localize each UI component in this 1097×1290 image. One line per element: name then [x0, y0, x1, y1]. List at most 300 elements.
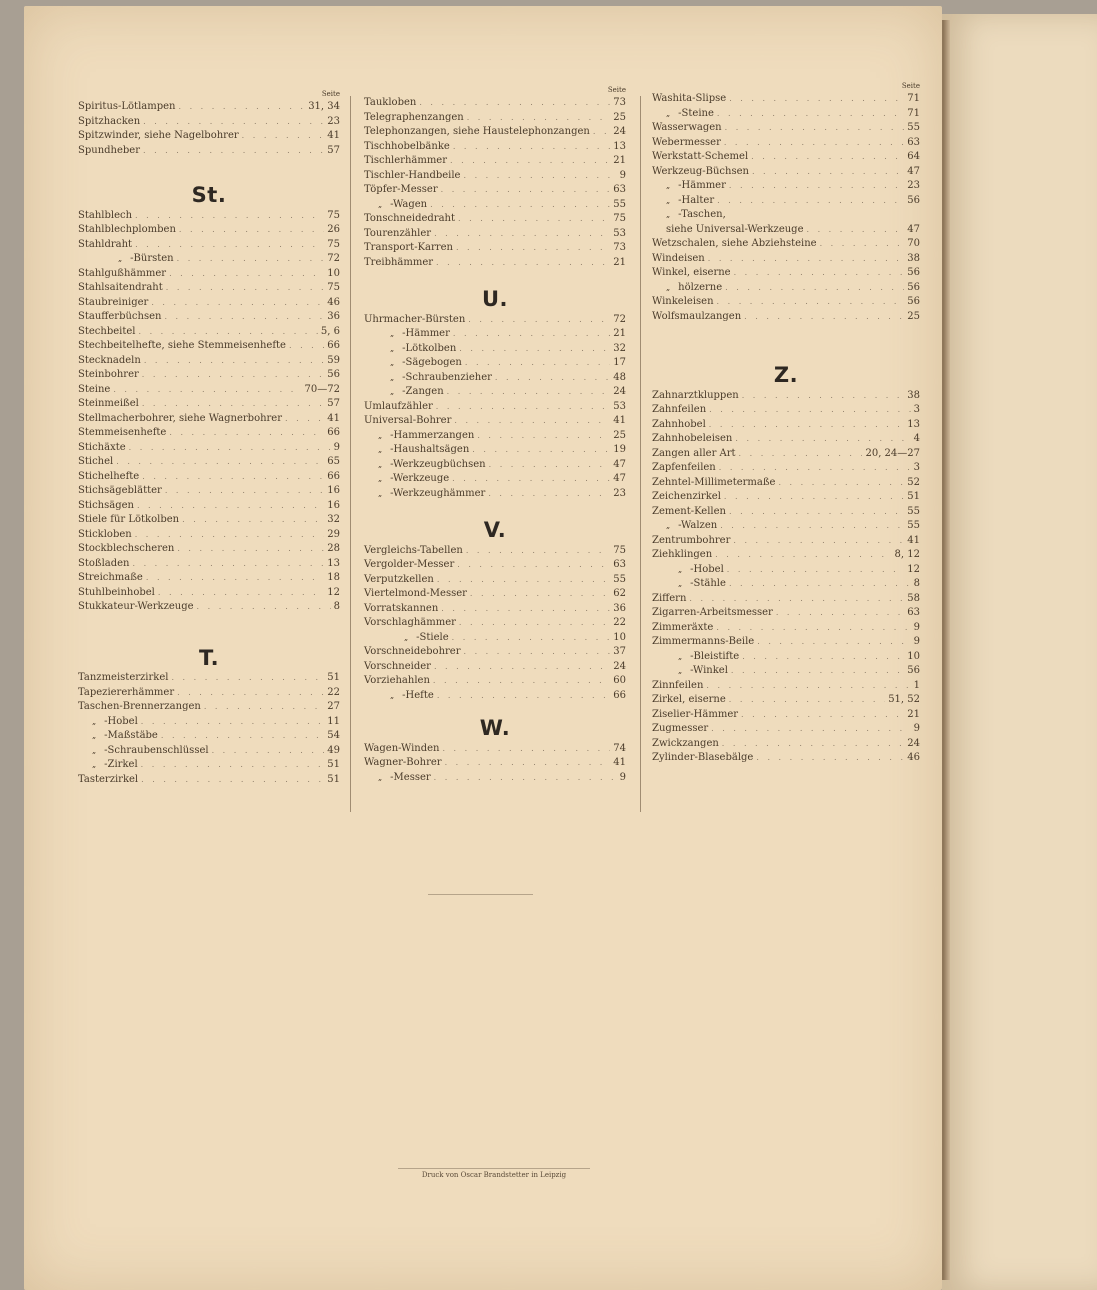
leader-dots: [459, 616, 610, 631]
entry-page: 38: [907, 252, 920, 264]
index-entry: [364, 154, 626, 169]
ditto-mark: „: [678, 564, 683, 574]
index-entry: [364, 313, 626, 328]
index-entry: [652, 664, 920, 679]
leader-dots: [734, 266, 905, 281]
entry-page: 28: [327, 543, 340, 554]
index-entry: [364, 756, 626, 771]
entry-term: -Hämmer: [402, 328, 450, 339]
entry-page: 41: [327, 412, 340, 424]
entry-page: 13: [907, 418, 920, 430]
entry-term: Tanzmeisterzirkel: [78, 672, 169, 683]
entry-page: 73: [613, 97, 626, 108]
leader-dots: [477, 429, 610, 444]
index-entry: [78, 296, 340, 311]
entry-page: 70: [907, 238, 920, 249]
entry-page: 11: [327, 715, 340, 727]
index-entry: [78, 773, 340, 788]
leader-dots: [725, 121, 905, 136]
leader-dots: [116, 455, 324, 470]
index-entry: [78, 484, 340, 499]
index-entry: [652, 179, 920, 194]
index-entry: [364, 587, 626, 602]
leader-dots: [709, 418, 904, 433]
ditto-mark: „: [378, 772, 383, 782]
leader-dots: [169, 267, 324, 282]
entry-page: 66: [613, 689, 626, 701]
entry-term: Zentrumbohrer: [652, 534, 731, 546]
entry-term: -Hefte: [402, 689, 434, 701]
index-entry: [78, 426, 340, 441]
index-column-1: [78, 80, 340, 787]
ditto-mark: „: [678, 666, 683, 675]
entry-term: -Stähle: [690, 578, 726, 589]
entry-page: 13: [613, 140, 626, 152]
leader-dots: [179, 223, 324, 238]
index-entry: [652, 548, 920, 563]
entry-term: Zapfenfeilen: [652, 462, 716, 473]
index-entry: [652, 194, 920, 209]
entry-term: Zement-Kellen: [652, 505, 726, 517]
entry-term: Tasterzirkel: [78, 773, 139, 785]
section-heading: U.: [481, 287, 509, 311]
entry-page: 55: [907, 505, 920, 517]
entry-page: 66: [327, 470, 340, 482]
entry-term: Ziffern: [652, 592, 687, 604]
entry-term: -Taschen,: [678, 209, 726, 220]
index-entry: [652, 165, 920, 180]
index-entry: [78, 144, 340, 159]
entry-page: 24: [613, 386, 626, 397]
leader-dots: [725, 281, 904, 296]
leader-dots: [472, 443, 610, 458]
entry-page: 63: [907, 136, 920, 148]
leader-dots: [470, 587, 610, 602]
leader-dots: [454, 414, 610, 429]
index-entry: [78, 700, 340, 715]
leader-dots: [178, 100, 305, 115]
ditto-mark: „: [378, 474, 383, 483]
section-heading: St.: [191, 183, 227, 207]
entry-term: Stuhlbeinhobel: [78, 586, 155, 598]
entry-term: Viertelmond-Messer: [364, 588, 467, 599]
ditto-mark: „: [666, 195, 671, 205]
leader-dots: [689, 592, 904, 607]
index-entry: [78, 325, 340, 340]
entry-page: 10: [907, 650, 920, 662]
leader-dots: [807, 223, 905, 238]
entry-term: Universal-Bohrer: [364, 415, 452, 426]
leader-dots: [727, 563, 904, 578]
entry-term: Stukkateur-Werkzeuge: [78, 601, 194, 612]
leader-dots: [434, 227, 610, 242]
entry-term: -Wagen: [390, 198, 428, 210]
entry-page: 9: [913, 621, 920, 633]
leader-dots: [441, 602, 610, 617]
entry-page: 10: [613, 631, 626, 643]
entry-page: 47: [613, 473, 626, 484]
ditto-mark: „: [378, 445, 383, 454]
leader-dots: [457, 558, 610, 573]
entry-term: Töpfer-Messer: [364, 184, 438, 195]
leader-dots: [177, 252, 325, 267]
column-divider: [350, 96, 351, 812]
index-entry: [78, 729, 340, 744]
index-entry: [78, 100, 340, 115]
index-entry: [652, 418, 920, 433]
entry-page: 22: [327, 686, 340, 698]
entry-page: 38: [907, 389, 920, 401]
entry-term: -Maßstäbe: [104, 730, 158, 741]
entry-page: 59: [327, 354, 340, 366]
leader-dots: [751, 150, 904, 165]
ditto-mark: „: [666, 181, 671, 190]
ditto-mark: „: [378, 459, 383, 469]
leader-dots: [757, 635, 910, 650]
index-entry: [78, 281, 340, 296]
index-entry: [652, 389, 920, 404]
index-entry: [364, 227, 626, 242]
leader-dots: [717, 295, 905, 310]
leader-dots: [129, 441, 331, 456]
entry-page: 25: [613, 111, 626, 123]
entry-page: 53: [613, 227, 626, 239]
leader-dots: [113, 383, 301, 398]
ditto-mark: „: [390, 690, 395, 700]
leader-dots: [489, 458, 611, 473]
ditto-mark: „: [378, 488, 383, 498]
entry-page: 72: [327, 253, 340, 264]
leader-dots: [729, 577, 911, 592]
index-entry: [364, 385, 626, 400]
index-entry: [78, 267, 340, 282]
entry-page: 66: [327, 340, 340, 351]
entry-term: Stahlgußhämmer: [78, 267, 167, 279]
entry-term: Zehntel-Millimetermaße: [652, 476, 776, 488]
index-entry: [364, 472, 626, 487]
index-entry: [364, 169, 626, 184]
index-entry: [364, 125, 626, 140]
entry-term: Tonschneidedraht: [364, 213, 456, 224]
entry-page: 23: [907, 180, 920, 191]
entry-page: 41: [613, 415, 626, 426]
entry-term: siehe Universal-Werkzeuge: [666, 223, 804, 235]
leader-dots: [141, 715, 324, 730]
index-entry: [652, 476, 920, 491]
entry-term: Zugmesser: [652, 723, 709, 734]
index-entry: [652, 592, 920, 607]
entry-term: -Halter: [678, 194, 715, 206]
index-entry: [364, 616, 626, 631]
entry-term: Treibhämmer: [364, 256, 434, 268]
leader-dots: [161, 729, 324, 744]
leader-dots: [742, 650, 904, 665]
leader-dots: [593, 125, 610, 140]
entry-term: Stahlsaitendraht: [78, 282, 163, 293]
entry-term: Steinbohrer: [78, 369, 139, 380]
entry-page: 55: [907, 520, 920, 531]
entry-page: 17: [613, 357, 626, 368]
entry-page: 21: [907, 708, 920, 720]
index-entry: [78, 686, 340, 701]
index-entry: [78, 600, 340, 615]
leader-dots: [135, 209, 324, 224]
entry-page: 75: [613, 544, 626, 556]
entry-page: 47: [613, 458, 626, 470]
leader-dots: [177, 542, 324, 557]
entry-page: 9: [619, 771, 626, 783]
entry-term: Stichelhefte: [78, 470, 140, 482]
entry-term: Stichsägeblätter: [78, 485, 162, 496]
leader-dots: [436, 256, 610, 271]
index-entry: [364, 96, 626, 111]
section-heading: W.: [479, 716, 511, 740]
entry-term: -Winkel: [690, 665, 728, 676]
entry-page: 23: [613, 487, 626, 499]
index-entry: [652, 534, 920, 549]
leader-dots: [165, 484, 324, 499]
ditto-mark: „: [678, 579, 683, 588]
entry-page: 51: [327, 759, 340, 770]
entry-term: Zwickzangen: [652, 737, 719, 749]
ditto-mark: „: [92, 745, 97, 755]
index-entry: [78, 571, 340, 586]
index-entry: [364, 241, 626, 256]
entry-page: 37: [613, 646, 626, 657]
entry-term: Tischhobelbänke: [364, 140, 450, 152]
ditto-mark: „: [666, 210, 671, 219]
leader-dots: [729, 92, 904, 107]
entry-page: 16: [327, 485, 340, 496]
index-entry: [78, 586, 340, 601]
index-entry: [652, 403, 920, 418]
ditto-mark: „: [118, 254, 123, 263]
leader-dots: [169, 426, 324, 441]
leader-dots: [434, 660, 610, 675]
entry-page: 8: [333, 601, 340, 612]
leader-dots: [752, 165, 904, 180]
entry-page: 10: [327, 267, 340, 279]
entry-term: Stickloben: [78, 528, 132, 540]
entry-term: -Bleistifte: [690, 650, 740, 662]
entry-page: 32: [327, 514, 340, 525]
ditto-mark: „: [678, 651, 683, 661]
index-entry: [78, 383, 340, 398]
entry-page: 58: [907, 592, 920, 604]
entry-page: 27: [327, 701, 340, 712]
entry-page: 56: [907, 267, 920, 278]
entry-term: Spiritus-Lötlampen: [78, 101, 176, 112]
entry-page: 29: [327, 528, 340, 540]
entry-page: 55: [613, 573, 626, 585]
leader-dots: [706, 679, 910, 694]
index-entry: [652, 150, 920, 165]
entry-page: 75: [327, 282, 340, 293]
index-entry: [652, 606, 920, 621]
entry-page: 56: [907, 281, 920, 293]
index-entry: [652, 708, 920, 723]
ditto-mark: „: [666, 521, 671, 530]
index-entry: [364, 771, 626, 786]
index-entry: [364, 558, 626, 573]
entry-term: Vorratskannen: [364, 602, 439, 614]
entry-term: -Hobel: [690, 563, 724, 575]
entry-page: 16: [327, 499, 340, 511]
entry-term: Stockblechscheren: [78, 543, 175, 554]
index-entry: [652, 751, 920, 766]
entry-page: 51: [327, 773, 340, 785]
entry-term: Zigarren-Arbeitsmesser: [652, 607, 773, 618]
entry-term: Vergleichs-Tabellen: [364, 544, 463, 556]
leader-dots: [820, 237, 905, 252]
leader-dots: [182, 513, 324, 528]
entry-page: 24: [613, 126, 626, 137]
index-entry: [78, 528, 340, 543]
entry-page: 21: [613, 256, 626, 268]
index-entry: [78, 499, 340, 514]
index-entry: [652, 650, 920, 665]
index-entry: [652, 107, 920, 122]
entry-page: 48: [613, 371, 626, 383]
entry-term: -Hämmer: [678, 180, 726, 191]
leader-dots: [735, 432, 910, 447]
index-entry: [652, 461, 920, 476]
entry-term: Stecknadeln: [78, 354, 141, 366]
index-entry: [78, 223, 340, 238]
entry-term: -Zirkel: [104, 759, 138, 770]
index-entry: [364, 674, 626, 689]
entry-term: Staubreiniger: [78, 296, 149, 308]
leader-dots: [459, 342, 610, 357]
leader-dots: [437, 573, 610, 588]
index-entry: [78, 129, 340, 144]
entry-page: 25: [907, 310, 920, 322]
index-entry: [364, 111, 626, 126]
leader-dots: [133, 557, 325, 572]
entry-term: -Schraubenzieher: [402, 371, 492, 383]
entry-page: 12: [327, 586, 340, 598]
leader-dots: [741, 708, 904, 723]
index-entry: [364, 140, 626, 155]
entry-page: 71: [907, 107, 920, 119]
leader-dots: [733, 534, 904, 549]
entry-term: Tischlerhämmer: [364, 155, 448, 166]
leader-dots: [142, 470, 324, 485]
entry-term: Vorschlaghämmer: [364, 617, 456, 628]
index-entry: [652, 266, 920, 281]
entry-page: 55: [907, 122, 920, 133]
leader-dots: [146, 571, 324, 586]
leader-dots: [197, 600, 331, 615]
index-entry: [78, 470, 340, 485]
index-entry: [78, 715, 340, 730]
entry-page: 56: [327, 369, 340, 380]
leader-dots: [453, 327, 610, 342]
entry-term: Telegraphenzangen: [364, 111, 464, 123]
entry-term: Stiele für Lötkolben: [78, 514, 180, 525]
entry-term: Zahnhobeleisen: [652, 433, 733, 444]
leader-dots: [724, 490, 904, 505]
entry-page: 75: [327, 238, 340, 250]
leader-dots: [466, 544, 610, 559]
leader-dots: [142, 368, 324, 383]
entry-term: Werkstatt-Schemel: [652, 151, 749, 162]
index-entry: [78, 252, 340, 267]
entry-term: Stahlblech: [78, 209, 133, 221]
entry-term: Vorziehahlen: [364, 675, 430, 686]
leader-dots: [141, 758, 325, 773]
entry-page: 41: [907, 534, 920, 546]
ditto-mark: „: [390, 329, 395, 338]
index-entry: [652, 679, 920, 694]
index-entry: [78, 744, 340, 759]
leader-dots: [467, 111, 611, 126]
entry-page: 46: [907, 752, 920, 763]
index-entry: [652, 310, 920, 325]
entry-term: -Steine: [678, 107, 714, 119]
index-entry: [364, 414, 626, 429]
index-entry: [78, 354, 340, 369]
entry-term: Vorschneider: [364, 660, 431, 672]
entry-page: 47: [907, 165, 920, 177]
leader-dots: [468, 313, 610, 328]
leader-dots: [137, 499, 324, 514]
entry-page: 73: [613, 242, 626, 253]
leader-dots: [141, 773, 324, 788]
entry-term: Staufferbüchsen: [78, 311, 162, 322]
seite-label: Seite: [321, 90, 340, 98]
leader-dots: [731, 664, 904, 679]
entry-page: 31, 34: [308, 101, 340, 112]
index-entry: [364, 342, 626, 357]
entry-term: Stechbeitel: [78, 325, 136, 337]
entry-page: 24: [907, 737, 920, 749]
entry-page: 47: [907, 223, 920, 235]
leader-dots: [164, 310, 324, 325]
entry-term: Wagen-Winden: [364, 742, 440, 754]
entry-page: 21: [613, 155, 626, 166]
index-entry: [78, 557, 340, 572]
index-entry: [652, 237, 920, 252]
index-entry: [364, 212, 626, 227]
index-entry: [78, 542, 340, 557]
entry-term: Zahnfeilen: [652, 404, 707, 415]
entry-page: 13: [327, 557, 340, 569]
leader-dots: [742, 389, 905, 404]
entry-term: -Hobel: [104, 715, 138, 727]
entry-term: Spundheber: [78, 144, 140, 156]
entry-page: 74: [613, 742, 626, 754]
index-entry: [364, 429, 626, 444]
entry-term: Taukloben: [364, 97, 417, 108]
ditto-mark: „: [390, 372, 395, 382]
leader-dots: [135, 238, 324, 253]
index-entry: [364, 487, 626, 502]
entry-page: 52: [907, 476, 920, 488]
leader-dots: [709, 403, 910, 418]
entry-term: Zeichenzirkel: [652, 491, 721, 502]
entry-term: Ziselier-Hämmer: [652, 708, 739, 720]
leader-dots: [708, 252, 905, 267]
entry-term: Ziehklingen: [652, 549, 713, 560]
leader-dots: [144, 354, 324, 369]
entry-term: -Werkzeuge: [390, 473, 450, 484]
entry-term: -Sägebogen: [402, 357, 462, 368]
entry-page: 24: [613, 660, 626, 672]
entry-page: 41: [327, 130, 340, 141]
leader-dots: [142, 397, 324, 412]
leader-dots: [715, 548, 891, 563]
